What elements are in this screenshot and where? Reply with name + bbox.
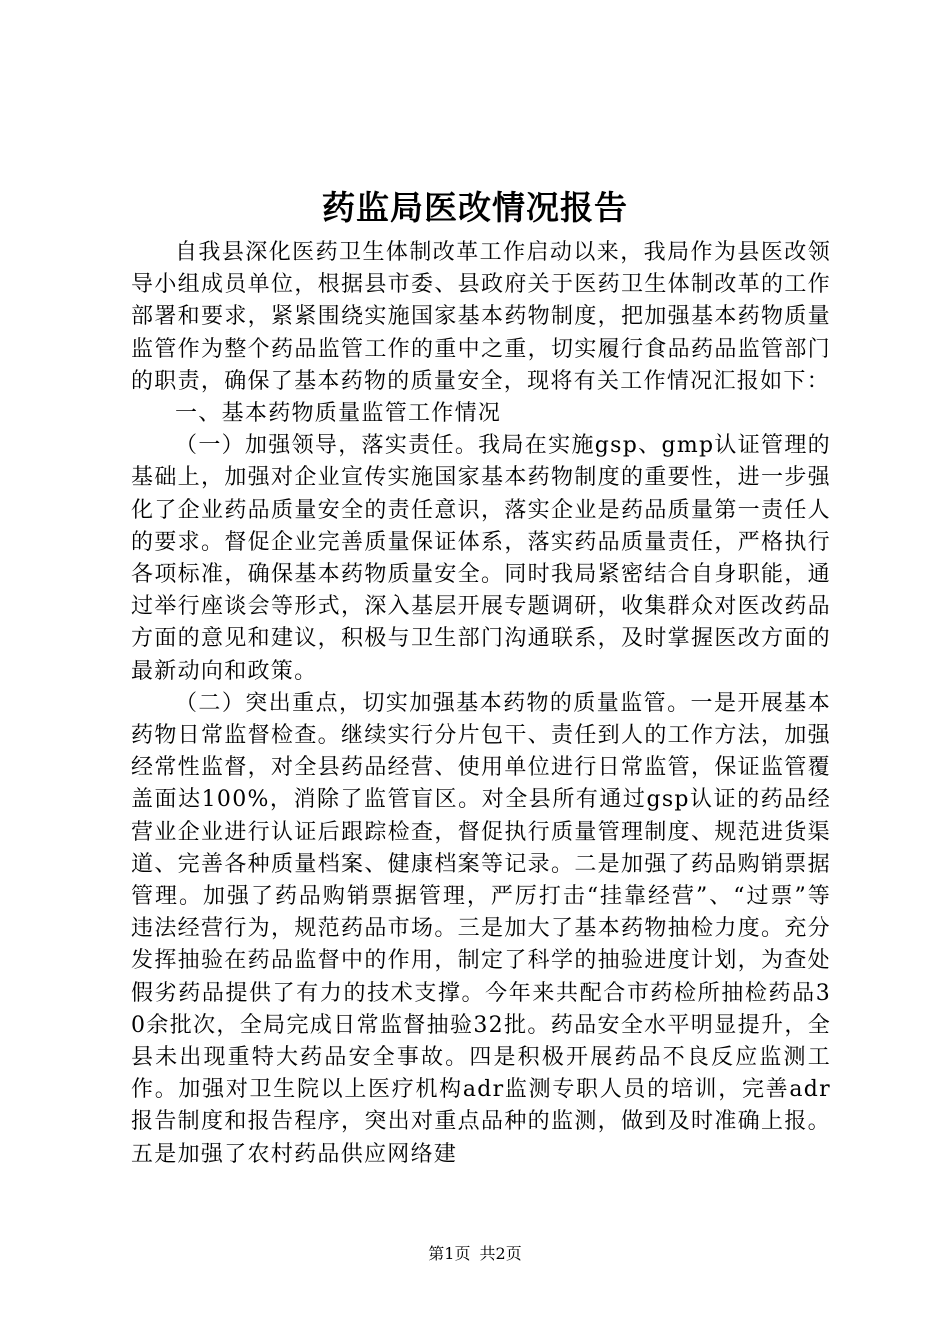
document-body <box>131 237 831 1171</box>
paragraph-intro: 自我县深化医药卫生体制改革工作启动以来，我局作为县医改领导小组成员单位，根据县市委、县政府关于医药卫生体制改革的工作部署和要求，紧紧围绕实施国家基本药物制度，把加强基本药物质量监管作为整个药品监管工作的重中之重，切实履行食品药品监管部门的职责，确保了基本药物的质量安全，现将有关工作情况汇报如下： <box>131 240 831 394</box>
page-total: 共2页 <box>479 1244 522 1263</box>
section-heading-1: 一、基本药物质量监管工作情况 <box>175 401 502 427</box>
paragraph-subsection-2: （二）突出重点，切实加强基本药物的质量监管。一是开展基本药物日常监督检查。继续实行分片包干、责任到人的工作方法，加强经常性监督，对全县药品经营、使用单位进行日常监管，保证监管覆盖面达100%，消除了监管盲区。对全县所有通过gsp认证的药品经营业企业进行认证后跟踪检查，督促执行质量管理制度、规范进货渠道、完善各种质量档案、健康档案等记录。二是加强了药品购销票据管理。加强了药品购销票据管理，严厉打击“挂靠经营”、“过票”等违法经营行为，规范药品市场。三是加大了基本药物抽检力度。充分发挥抽验在药品监督中的作用，制定了科学的抽验进度计划，为查处假劣药品提供了有力的技术支撑。今年来共配合市药检所抽检药品30余批次，全局完成日常监督抽验32批。药品安全水平明显提升，全县未出现重特大药品安全事故。四是积极开展药品不良反应监测工作。加强对卫生院以上医疗机构adr监测专职人员的培训，完善adr报告制度和报告程序，突出对重点品种的监测，做到及时准确上报。五是加强了农村药品供应网络建 <box>131 690 831 1167</box>
paragraph-subsection-1: （一）加强领导，落实责任。我局在实施gsp、gmp认证管理的基础上，加强对企业宣传实施国家基本药物制度的重要性，进一步强化了企业药品质量安全的责任意识，落实企业是药品质量第一责任人的要求。督促企业完善质量保证体系，落实药品质量责任，严格执行各项标准，确保基本药物质量安全。同时我局紧密结合自身职能，通过举行座谈会等形式，深入基层开展专题调研，收集群众对医改药品方面的意见和建议，积极与卫生部门沟通联系，及时掌握医改方面的最新动向和政策。 <box>131 433 831 684</box>
document-title: 药监局医改情况报告 <box>322 188 628 227</box>
page-number: 第1页 <box>428 1244 471 1263</box>
page-footer <box>0 1243 950 1265</box>
